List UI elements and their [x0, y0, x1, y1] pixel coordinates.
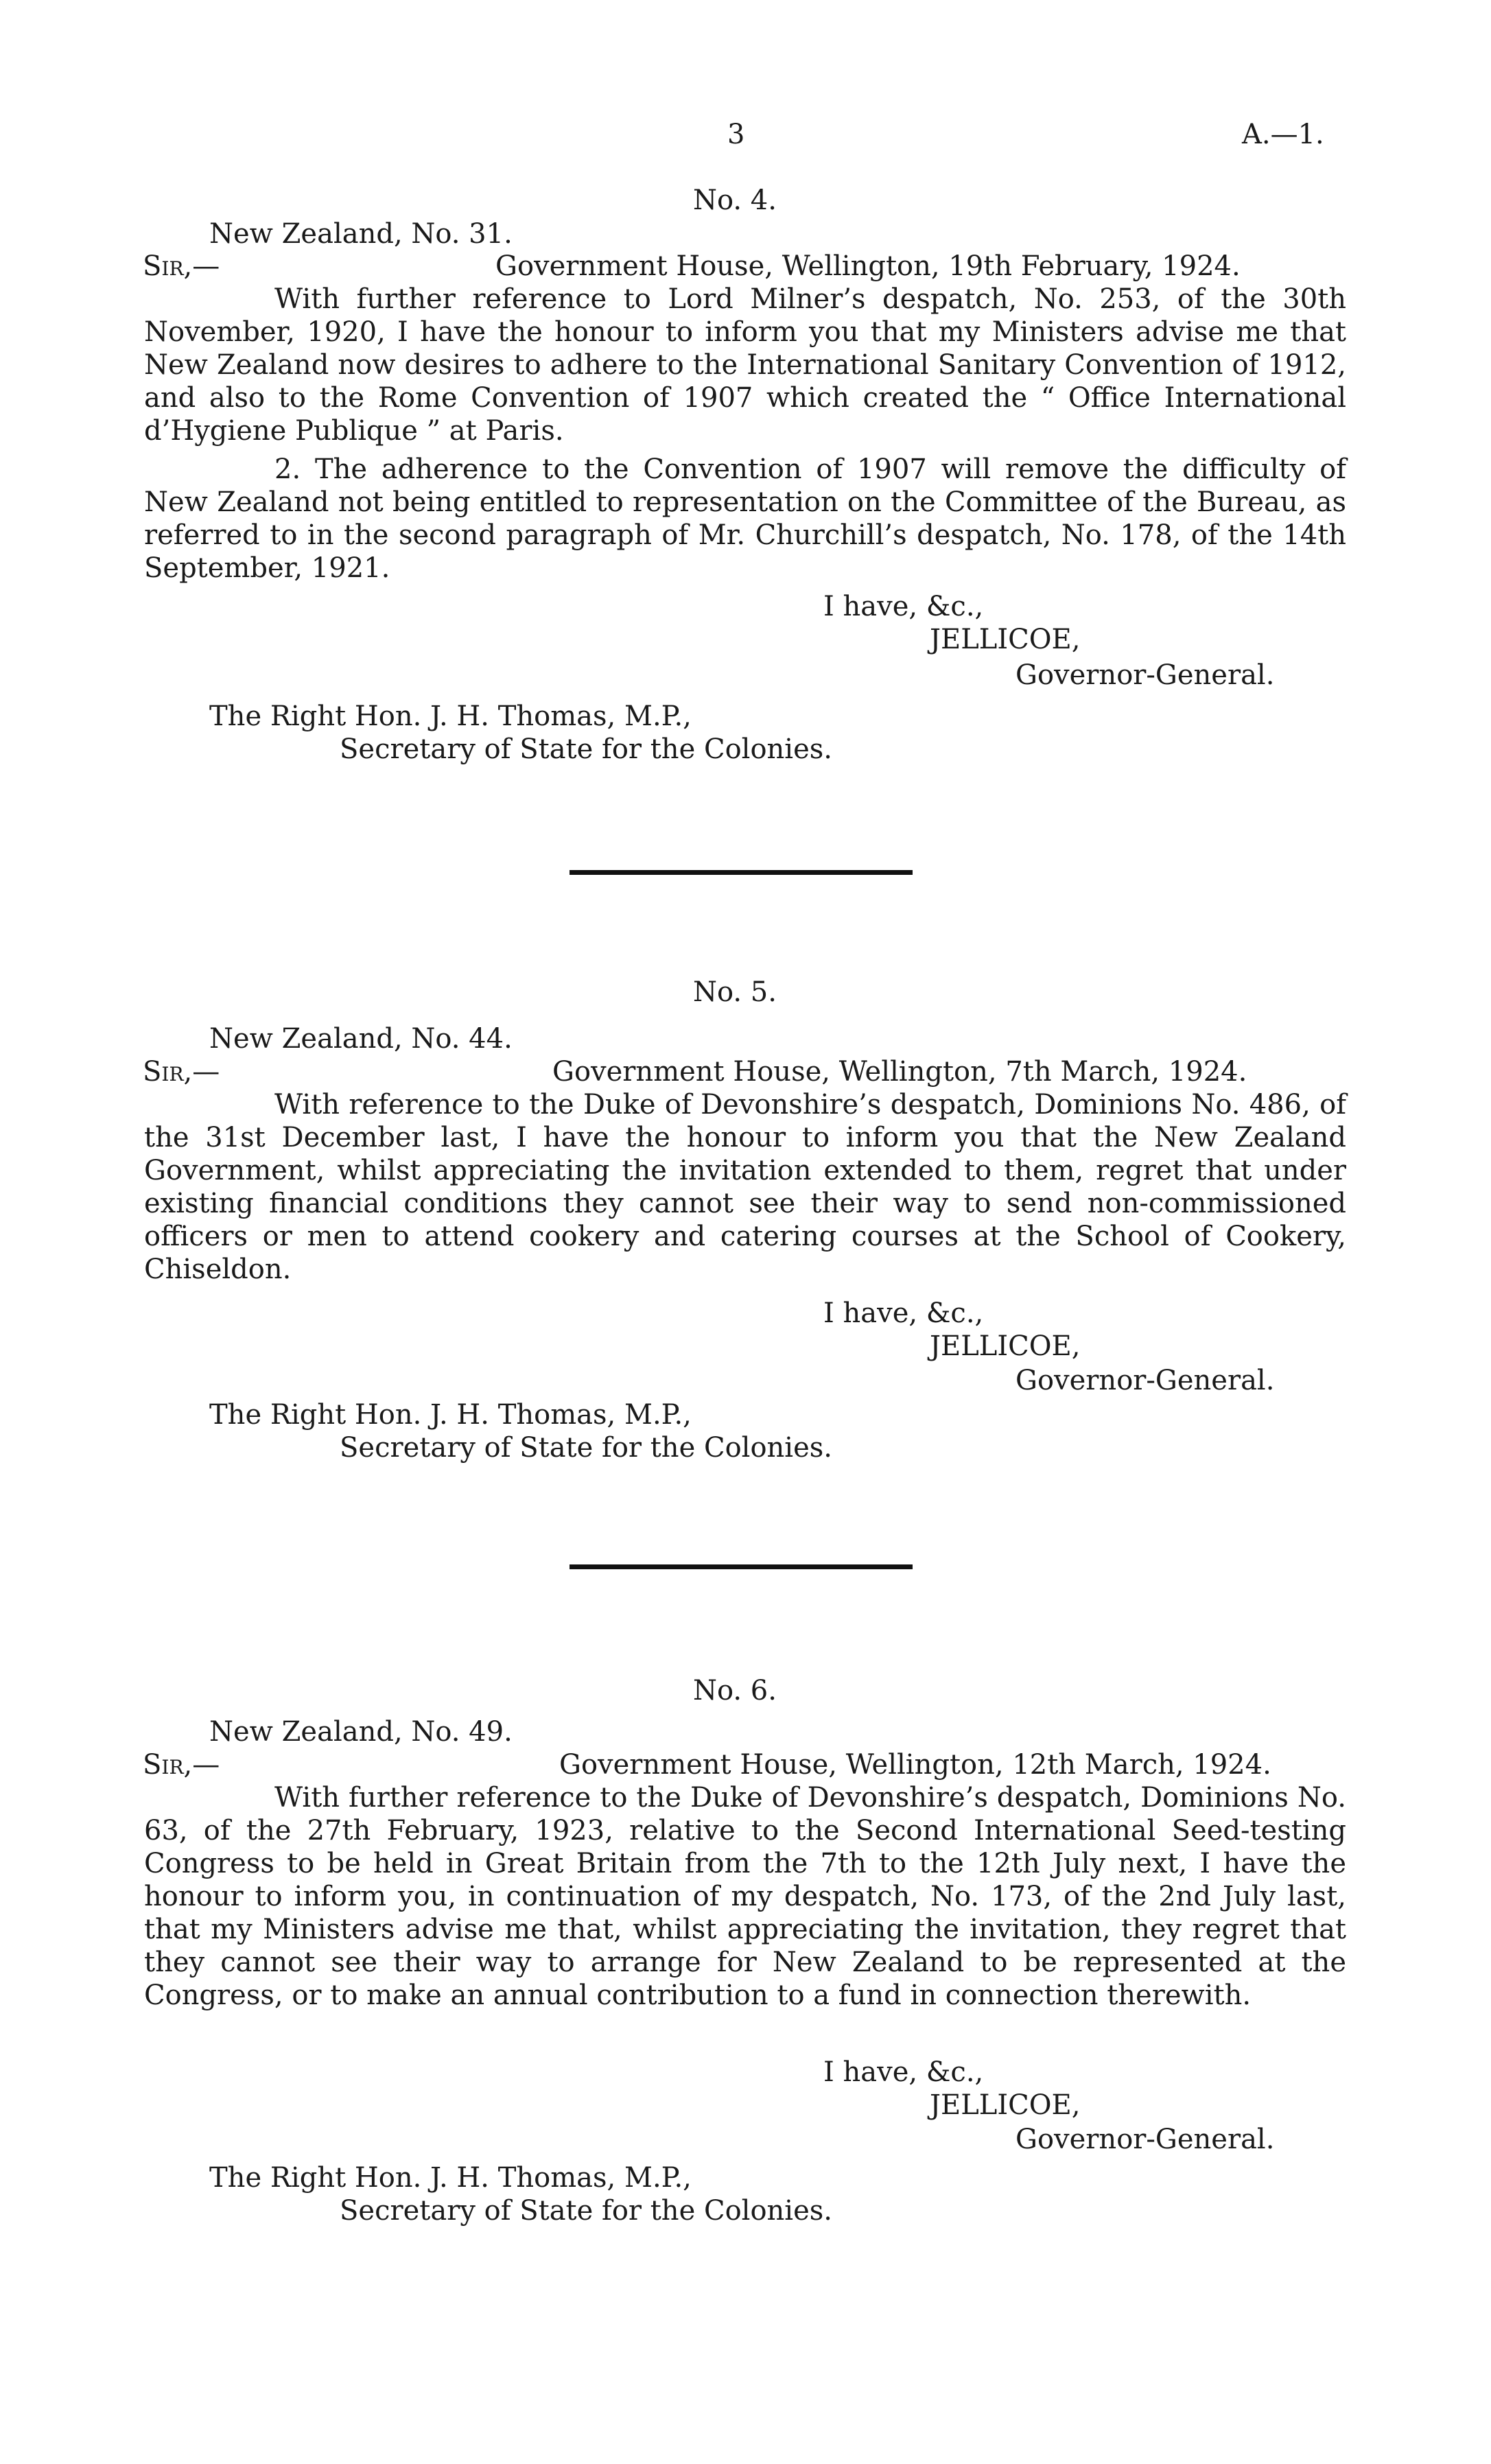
salutation: Sir,— — [143, 1749, 220, 1781]
body-paragraph: 2. The adherence to the Convention of 1907 will remove the difficulty of New Zealand not being entitled to representation on the Committee of the Bureau, as referred to in the second paragraph of Mr. Churchill’s despatch, No. 178, of the 14th September, 1921. — [144, 454, 1346, 584]
closing: I have, &c., — [823, 2056, 984, 2088]
section-divider — [570, 1564, 913, 1569]
signatory-title: Governor-General. — [1015, 1365, 1275, 1396]
section-divider — [570, 870, 913, 875]
letter-number: No. 4. — [693, 185, 777, 216]
signature: JELLICOE, — [930, 2089, 1081, 2121]
salutation: Sir,— — [143, 1056, 220, 1088]
letter-reference: New Zealand, No. 49. — [209, 1716, 513, 1748]
addressee: The Right Hon. J. H. Thomas, M.P., — [209, 1399, 692, 1431]
letter-number: No. 5. — [693, 976, 777, 1008]
document-reference: A.—1. — [1242, 119, 1324, 150]
signatory-title: Governor-General. — [1015, 659, 1275, 691]
body-paragraph: With reference to the Duke of Devonshire’s despatch, Dominions No. 486, of the 31st December last, I have the honour to inform you that the New Zealand Government, whilst appreciating the invitation extended to them, regret that under existing financial conditions they cannot see their way to send non-commissioned officers or men to attend cookery and catering courses at the School of Cookery, Chiseldon. — [144, 1089, 1346, 1285]
signature: JELLICOE, — [930, 624, 1081, 655]
salutation: Sir,— — [143, 250, 220, 282]
place-date: Government House, Wellington, 12th March, 1924. — [559, 1749, 1271, 1781]
letter-reference: New Zealand, No. 31. — [209, 218, 513, 250]
body-paragraph: With further reference to the Duke of Devonshire’s despatch, Dominions No. 63, of the 27th February, 1923, relative to the Second International Seed-testing Congress to be held in Great Britain from the 7th to the 12th July next, I have the honour to inform you, in continuation of my despatch, No. 173, of the 2nd July last, that my Ministers advise me that, whilst appreciating the invitation, they regret that they cannot see their way to arrange for New Zealand to be represented at the Congress, or to make an annual contribution to a fund in connection therewith. — [144, 1782, 1346, 2011]
letter-reference: New Zealand, No. 44. — [209, 1023, 513, 1055]
addressee-title: Secretary of State for the Colonies. — [340, 2195, 832, 2227]
body-paragraph: With further reference to Lord Milner’s despatch, No. 253, of the 30th November, 1920, I have the honour to inform you that my Ministers advise me that New Zealand now desires to adhere to the International Sanitary Convention of 1912, and also to the Rome Convention of 1907 which created the “ Office International d’Hygiene Publique ” at Paris. — [144, 283, 1346, 447]
closing: I have, &c., — [823, 591, 984, 622]
signatory-title: Governor-General. — [1015, 2124, 1275, 2155]
addressee: The Right Hon. J. H. Thomas, M.P., — [209, 2162, 692, 2194]
addressee: The Right Hon. J. H. Thomas, M.P., — [209, 701, 692, 732]
addressee-title: Secretary of State for the Colonies. — [340, 734, 832, 765]
closing: I have, &c., — [823, 1298, 984, 1329]
place-date: Government House, Wellington, 7th March, 1924. — [552, 1056, 1247, 1088]
page-number: 3 — [727, 119, 745, 150]
letter-number: No. 6. — [693, 1675, 777, 1706]
addressee-title: Secretary of State for the Colonies. — [340, 1432, 832, 1464]
signature: JELLICOE, — [930, 1330, 1081, 1362]
place-date: Government House, Wellington, 19th February, 1924. — [495, 250, 1241, 282]
